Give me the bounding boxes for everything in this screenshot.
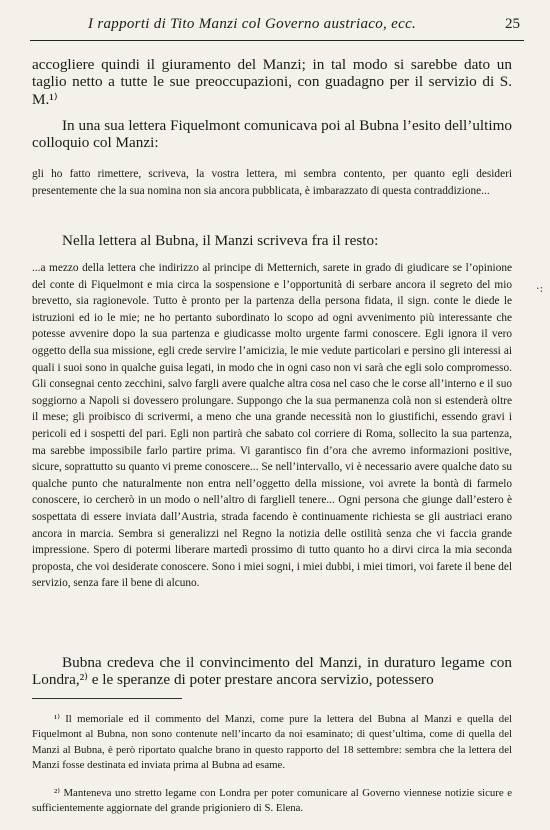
running-title: I rapporti di Tito Manzi col Governo austriaco, ecc. bbox=[88, 16, 417, 32]
body-paragraph-1: accogliere quindi il giuramento del Manzi; in tal modo si sarebbe dato un taglio netto a tutte le sue preoccupazioni, con guadagno per il servizio di S. M.¹⁾ bbox=[32, 56, 512, 108]
page-number: 25 bbox=[505, 16, 520, 32]
body-paragraph-3: Nella lettera al Bubna, il Manzi scriveva fra il resto: bbox=[62, 232, 379, 249]
footnote-1: ¹⁾ Il memoriale ed il commento del Manzi, come pure la lettera del Bubna al Manzi e quella del Fiquelmont al Bubna, non sono contenute nell’incarto da noi esaminato; di quest’ultima, come di quella del Manzi al Bubna, è però riportato qualche brano in questo rapporto del 18 settembre: sembra che la lettera del Manzi fosse destinata ed inviata prima al Bubna ad esame. bbox=[32, 713, 512, 772]
quotation-2: ...a mezzo della lettera che indirizzo al principe di Metternich, sarete in grado di giudicare se l’opinione del conte di Fiquelmont e mia circa la sospensione e l’opportunità di serbare ancora il segreto del mio brevetto, sia ragionevole. Tutto è pronto per la partenza della persona fidata, il sign. conte le diede le istruzioni ed io le mie; ne ho pertanto subordinato lo scopo ad ogni avvenimento più interessante che potesse avvenire dopo la sua partenza e giudicasse molto urgente farmi conoscere. Egli ignora il vero oggetto della sua missione, egli crede servire l’amicizia, le mie vedute particolari e persino gli interessi ai quali i suoi sono in qualche guisa legati, in modo che in ogni caso non vi sarà che egli solo compromesso. Gli consegnai cento zecchini, salvo fargli avere qualche altra cosa nel caso che le corse all’interno e il suo soggiorno a Napoli si dovessero prolungare. Suppongo che la sua permanenza colà non si estenderà oltre il mese; gli proibisco di scrivermi, a meno che una grande necessità non lo giustifichi, essendo gravi i pericoli ed i sospetti del pari. Egli non partirà che sabato col corriere di Roma, sollecito la sua partenza, ma sarebbe impossibile farlo partire prima. Vi garantisco fin d’ora che avremo informazioni positive, sicure, soprattutto su quanto vi preme conoscere... Se nell’intervallo, vi è necessario avere qualche dato su qualche punto che naturalmente non entra nell’oggetto della missione, voi avrete la bontà di farmelo conoscere, io cercherò in un modo o nell’altro di fargliell tenere... Ogni persona che giunge dall’estero è sospettata di essere inviata dall’Austria, strada facendo è continuamente richiesta se gli austriaci erano ancora in marcia. Sembra si generalizzi nel Regno la notizia delle ostilità senza che vi faccia grande impressione. Spero di potermi liberare martedì prossimo di tutto quanto ho a dirvi circa la mia seconda proposta, che voi desiderate conoscere. Sono i miei sogni, i miei dubbi, i miei timori, voi farete il bene del servizio, senza fare il bene di alcuno. bbox=[32, 262, 512, 590]
quotation-1: gli ho fatto rimettere, scriveva, la vostra lettera, mi sembra contento, per quanto egli desideri presentemente che la sua nomina non sia ancora pubblicata, è imbarazzato di questa contraddizione... bbox=[32, 168, 512, 197]
footnote-divider bbox=[32, 698, 182, 699]
margin-mark: ·: bbox=[536, 282, 544, 295]
body-paragraph-2: In una sua lettera Fiquelmont comunicava poi al Bubna l’esito dell’ultimo colloquio col Manzi: bbox=[32, 117, 512, 152]
footnote-2: ²⁾ Manteneva uno stretto legame con Londra per poter comunicare al Governo viennese notizie sicure e sufficientemente aggiornate del grande prigioniero di S. Elena. bbox=[32, 787, 512, 815]
body-paragraph-4: Bubna credeva che il convincimento del Manzi, in duraturo legame con Londra,²⁾ e le speranze di poter prestare ancora servizio, potessero bbox=[32, 654, 512, 689]
running-header bbox=[30, 14, 524, 41]
